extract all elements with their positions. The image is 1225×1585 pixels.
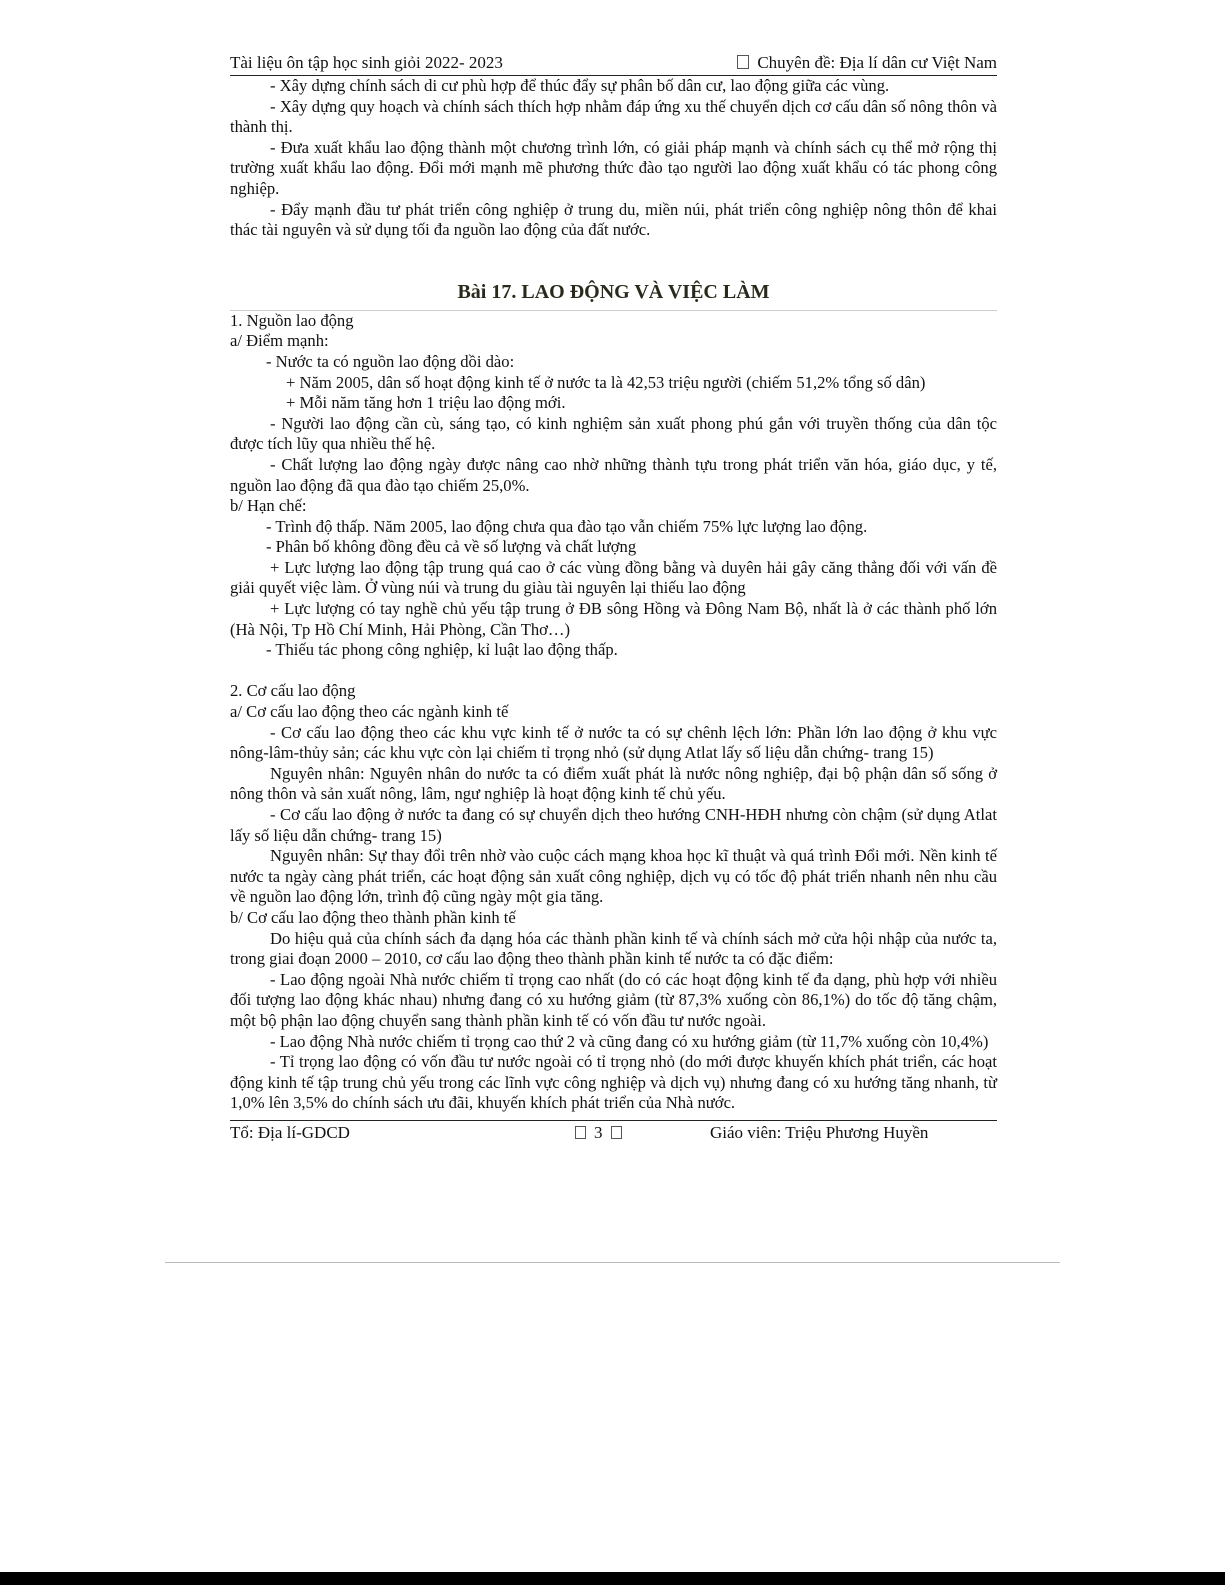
section-2a-reason-2: Nguyên nhân: Sự thay đổi trên nhờ vào cuộc cách mạng khoa học kĩ thuật và quá trình Đổi mới. Nền kinh tế nước ta ngày càng phát triển, các hoạt động sản xuất công nghiệp, dịch vụ có tốc độ phát triển nhanh nên nhu cầu về nguồn lao động lớn, trình độ cũng ngày một gia tăng. (230, 846, 997, 907)
header-left: Tài liệu ôn tập học sinh giỏi 2022- 2023 (230, 53, 503, 72)
section-1a-subitem-1: + Năm 2005, dân số hoạt động kinh tế ở nước ta là 42,53 triệu người (chiếm 51,2% tổng số dân) (286, 372, 926, 392)
footer-right: Giáo viên: Triệu Phương Huyền (710, 1122, 929, 1142)
header-right: Chuyên đề: Địa lí dân cư Việt Nam (757, 53, 997, 72)
document-page (230, 52, 997, 1144)
section-2b-item-1: - Lao động ngoài Nhà nước chiếm tỉ trọng cao nhất (do có các hoạt động kinh tế đa dạng, phù hợp với nhiều đối tượng lao động khác nhau) nhưng đang có xu hướng giảm (từ 87,3% xuống còn 86,1%) do tốc độ tăng chậm, một bộ phận lao động chuyển sang thành phần kinh tế có vốn đầu tư nước ngoài. (230, 969, 997, 1030)
section-1a-heading: a/ Điểm mạnh: (230, 331, 329, 351)
section-1b-item-1: - Trình độ thấp. Năm 2005, lao động chưa qua đào tạo vẫn chiếm 75% lực lượng lao động. (266, 516, 868, 536)
section-1b-item-3: - Thiếu tác phong công nghiệp, kỉ luật lao động thấp. (266, 640, 618, 660)
section-1b-item-2: - Phân bố không đồng đều cả về số lượng và chất lượng (266, 537, 637, 557)
spacer (230, 241, 997, 274)
section-1a-item-2: - Người lao động cần cù, sáng tạo, có kinh nghiệm sản xuất phong phú gắn với truyền thống của dân tộc được tích lũy qua nhiều thế hệ. (230, 413, 997, 454)
lesson-title: Bài 17. LAO ĐỘNG VÀ VIỆC LÀM (230, 274, 997, 311)
section-2b-item-2: - Lao động Nhà nước chiếm tỉ trọng cao thứ 2 và cũng đang có xu hướng giảm (từ 11,7% xuống còn 10,4%) (270, 1031, 989, 1051)
section-2b-item-3: - Tỉ trọng lao động có vốn đầu tư nước ngoài có tỉ trọng nhỏ (do mới được khuyến khích phát triển, các hoạt động kinh tế tập trung chủ yếu trong các lĩnh vực công nghiệp và dịch vụ) nhưng đang có xu hướng tăng nhanh, từ 1,0% lên 3,5% do chính sách ưu đãi, khuyến khích phát triển của Nhà nước. (230, 1052, 997, 1113)
section-1a-subitem-2: + Mỗi năm tăng hơn 1 triệu lao động mới. (286, 393, 566, 413)
section-1-heading: 1. Nguồn lao động (230, 310, 354, 330)
checkbox-glyph-icon (575, 1126, 586, 1139)
intro-paragraph-1: - Xây dựng chính sách di cư phù hợp để thúc đẩy sự phân bố dân cư, lao động giữa các vùng. (270, 76, 890, 95)
footer-page-number-wrap (575, 1122, 710, 1144)
section-2b-intro: Do hiệu quả của chính sách đa dạng hóa các thành phần kinh tế và chính sách mở cửa hội nhập của nước ta, trong giai đoạn 2000 – 2010, cơ cấu lao động theo thành phần kinh tế nước ta có đặc điểm: (230, 928, 997, 969)
page-footer (230, 1120, 997, 1144)
section-2-heading: 2. Cơ cấu lao động (230, 681, 356, 701)
footer-page-number: 3 (594, 1122, 603, 1142)
checkbox-glyph-icon (737, 55, 749, 69)
bottom-bar (0, 1572, 1225, 1585)
spacer (230, 661, 997, 682)
intro-paragraph-3: - Đưa xuất khẩu lao động thành một chương trình lớn, có giải pháp mạnh và chính sách cụ thể mở rộng thị trường xuất khẩu lao động. Đổi mới mạnh mẽ phương thức đào tạo người lao động xuất khẩu có tác phong công nghiệp. (230, 137, 997, 198)
section-1b-subitem-1: + Lực lượng lao động tập trung quá cao ở các vùng đồng bằng và duyên hải gây căng thẳng đối với vấn đề giải quyết việc làm. Ở vùng núi và trung du giàu tài nguyên lại thiếu lao động (230, 557, 997, 598)
document-body (230, 76, 997, 1114)
section-2a-item-1: - Cơ cấu lao động theo các khu vực kinh tế ở nước ta có sự chênh lệch lớn: Phần lớn lao động ở khu vực nông-lâm-thủy sản; các khu vực còn lại chiếm tỉ trọng nhỏ (sử dụng Atlat lấy số liệu dẫn chứng- trang 15) (230, 722, 997, 763)
section-1a-item-3: - Chất lượng lao động ngày được nâng cao nhờ những thành tựu trong phát triển văn hóa, giáo dục, y tế, nguồn lao động đã qua đào tạo chiếm 25,0%. (230, 454, 997, 495)
page-header (230, 52, 997, 76)
section-1a-item-1: - Nước ta có nguồn lao động dồi dào: (266, 351, 515, 371)
intro-paragraph-2: - Xây dựng quy hoạch và chính sách thích hợp nhằm đáp ứng xu thế chuyển dịch cơ cấu dân số nông thôn và thành thị. (230, 96, 997, 137)
section-2a-reason-1: Nguyên nhân: Nguyên nhân do nước ta có điểm xuất phát là nước nông nghiệp, đại bộ phận dân số sống ở nông thôn và sản xuất nông, lâm, ngư nghiệp là hoạt động kinh tế chủ yếu. (230, 763, 997, 804)
section-1b-heading: b/ Hạn chế: (230, 496, 307, 516)
checkbox-glyph-icon (611, 1126, 622, 1139)
intro-paragraph-4: - Đẩy mạnh đầu tư phát triển công nghiệp ở trung du, miền núi, phát triển công nghiệp nông thôn để khai thác tài nguyên và sử dụng tối đa nguồn lao động của đất nước. (230, 199, 997, 240)
section-1b-subitem-2: + Lực lượng có tay nghề chủ yếu tập trung ở ĐB sông Hồng và Đông Nam Bộ, nhất là ở các thành phố lớn (Hà Nội, Tp Hồ Chí Minh, Hải Phòng, Cần Thơ…) (230, 599, 997, 639)
header-right-wrap (737, 52, 997, 74)
section-2a-item-2: - Cơ cấu lao động ở nước ta đang có sự chuyển dịch theo hướng CNH-HĐH nhưng còn chậm (sử dụng Atlat lấy số liệu dẫn chứng- trang 15) (230, 805, 997, 845)
section-2b-heading: b/ Cơ cấu lao động theo thành phần kinh tế (230, 907, 516, 927)
section-2a-heading: a/ Cơ cấu lao động theo các ngành kinh tế (230, 702, 509, 722)
footer-left: Tổ: Địa lí-GDCD (230, 1122, 350, 1142)
page-break-divider (165, 1262, 1060, 1263)
